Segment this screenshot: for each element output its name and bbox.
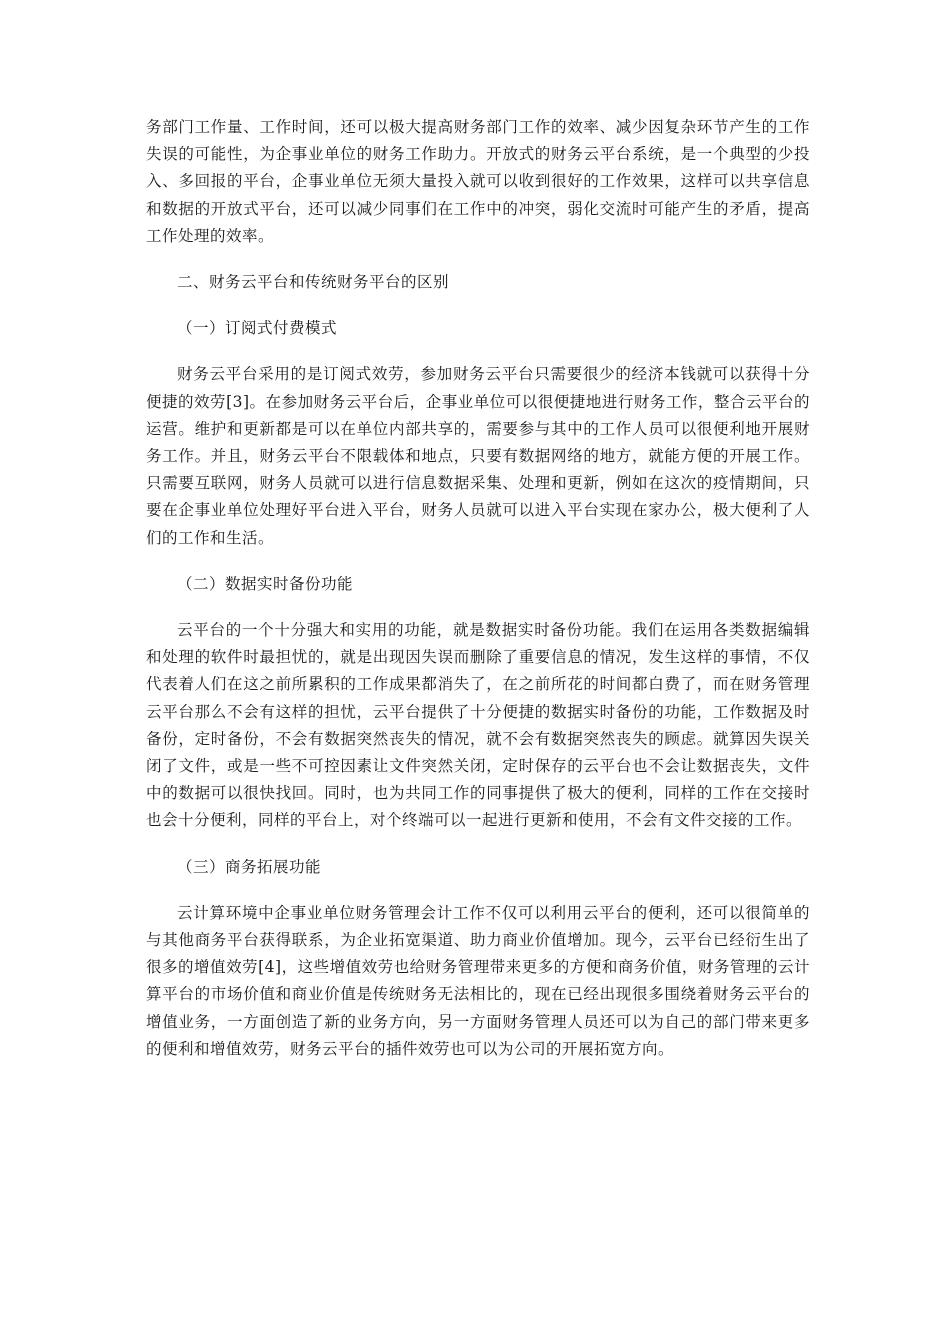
- subsection-1-paragraph: 财务云平台采用的是订阅式效劳，参加财务云平台只需要很少的经济本钱就可以获得十分便捷的效劳[3]。在参加财务云平台后，企事业单位可以很便捷地进行财务工作，整合云平台的运营。维护和更新都是可以在单位内部共享的，需要参与其中的工作人员可以很便利地开展财务工作。并且，财务云平台不限载体和地点，只要有数据网络的地方，就能方便的开展工作。只需要互联网，财务人员就可以进行信息数据采集、处理和更新，例如在这次的疫情期间，只要在企事业单位处理好平台进入平台，财务人员就可以进入平台实现在家办公，极大便利了人们的工作和生活。: [146, 365, 810, 547]
- section-heading: 二、财务云平台和传统财务平台的区别: [177, 273, 450, 292]
- document-page: [146, 114, 810, 1063]
- subsection-3-heading: （三）商务拓展功能: [177, 857, 322, 876]
- subsection-1-heading: （一）订阅式付费模式: [177, 319, 338, 338]
- intro-paragraph: 务部门工作量、工作时间，还可以极大提高财务部门工作的效率、减少因复杂环节产生的工作失误的可能性，为企事业单位的财务工作助力。开放式的财务云平台系统，是一个典型的少投入、多回报的平台，企事业单位无须大量投入就可以收到很好的工作效果，这样可以共享信息和数据的开放式平台，还可以减少同事们在工作中的冲突，弱化交流时可能产生的矛盾，提高工作处理的效率。: [146, 118, 810, 245]
- subsection-2-paragraph: 云平台的一个十分强大和实用的功能，就是数据实时备份功能。我们在运用各类数据编辑和处理的软件时最担忧的，就是出现因失误而删除了重要信息的情况，发生这样的事情，不仅代表着人们在这之前所累积的工作成果都消失了，在之前所花的时间都白费了，而在财务管理云平台那么不会有这样的担忧，云平台提供了十分便捷的数据实时备份的功能，工作数据及时备份，定时备份，不会有数据突然丧失的情况，就不会有数据突然丧失的顾虑。就算因失误关闭了文件，或是一些不可控因素让文件突然关闭，定时保存的云平台也不会让数据丧失，文件中的数据可以很快找回。同时，也为共同工作的同事提供了极大的便利，同样的工作在交接时也会十分便利，同样的平台上，对个终端可以一起进行更新和使用，不会有文件交接的工作。: [146, 621, 810, 830]
- subsection-2-heading: （二）数据实时备份功能: [177, 574, 354, 593]
- subsection-3-paragraph: 云计算环境中企事业单位财务管理会计工作不仅可以利用云平台的便利，还可以很简单的与其他商务平台获得联系，为企业拓宽渠道、助力商业价值增加。现今，云平台已经衍生出了很多的增值效劳[4]，这些增值效劳也给财务管理带来更多的方便和商务价值，财务管理的云计算平台的市场价值和商业价值是传统财务无法相比的，现在已经出现很多围绕着财务云平台的增值业务，一方面创造了新的业务方向，另一方面财务管理人员还可以为自己的部门带来更多的便利和增值效劳，财务云平台的插件效劳也可以为公司的开展拓宽方向。: [146, 903, 810, 1058]
